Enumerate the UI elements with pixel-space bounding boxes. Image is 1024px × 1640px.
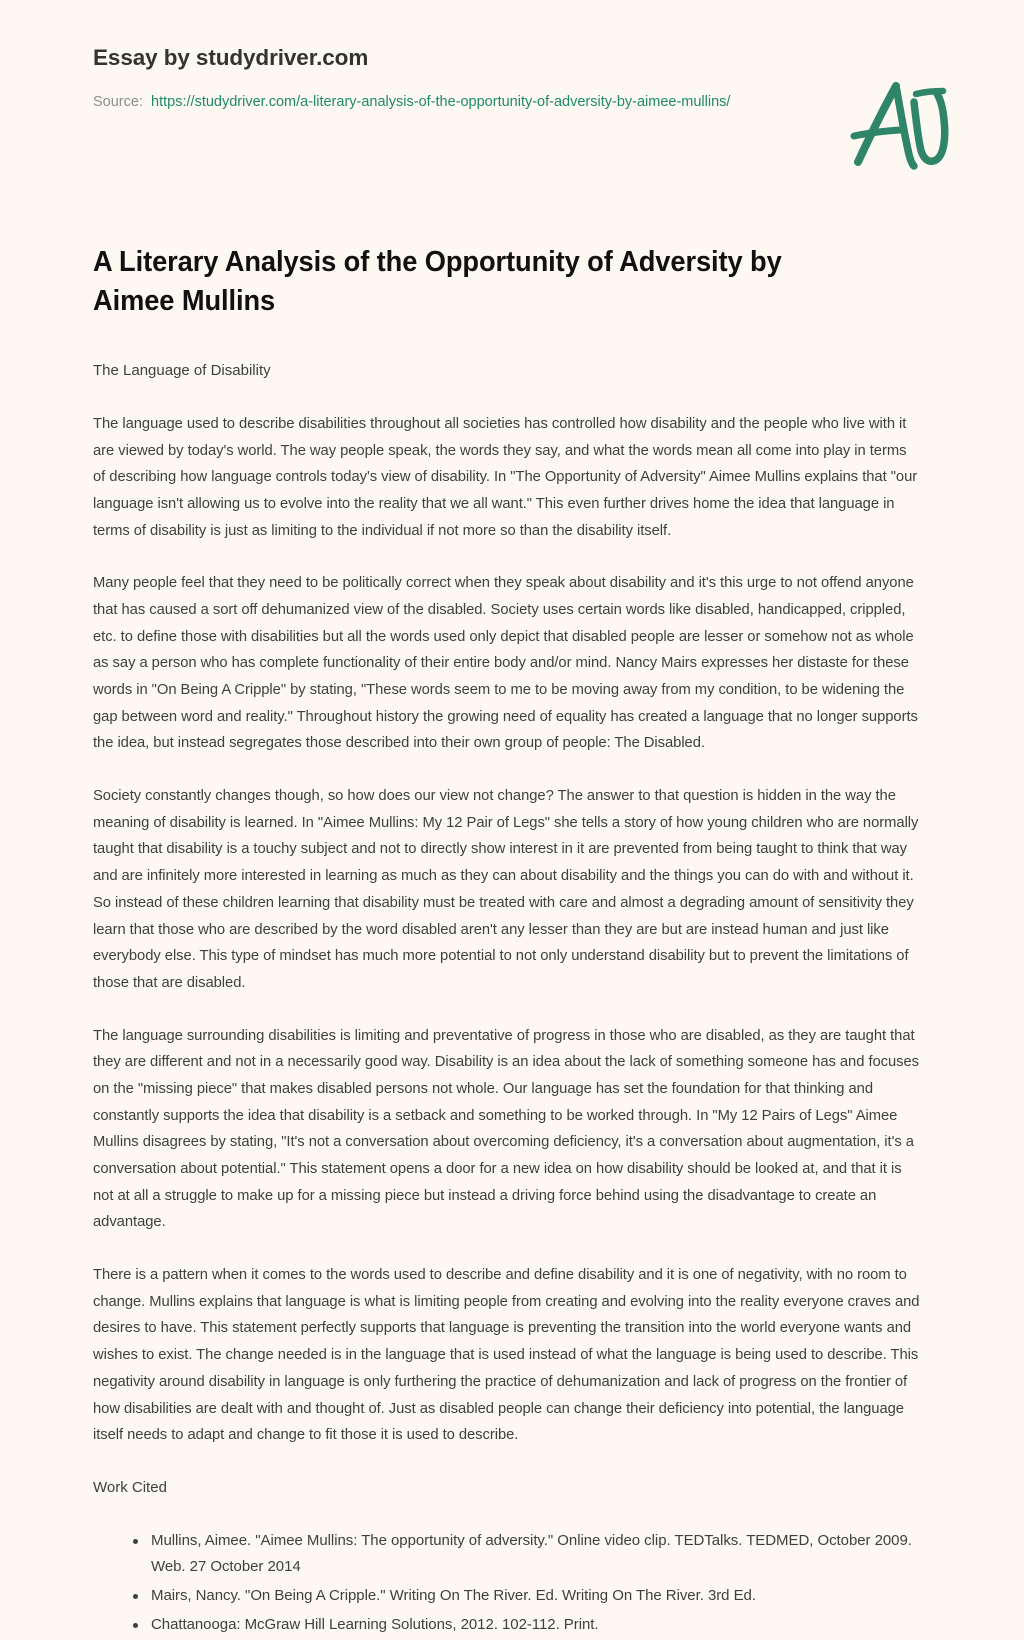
site-title: Essay by studydriver.com	[93, 45, 369, 70]
a-plus-icon	[844, 74, 954, 178]
list-item: Mairs, Nancy. "On Being A Cripple." Writing On The River. Ed. Writing On The River. 3rd Ed.	[131, 1583, 934, 1610]
studydriver-logo	[844, 74, 954, 178]
works-cited-heading: Work Cited	[93, 1478, 167, 1496]
source-url-link[interactable]: https://studydriver.com/a-literary-analysis-of-the-opportunity-of-adversity-by-aimee-mullins/	[151, 94, 731, 110]
list-item: Mullins, Aimee. "Aimee Mullins: The opportunity of adversity." Online video clip. TEDTalks. TEDMED, October 2009. Web. 27 October 2014	[131, 1528, 934, 1581]
paragraph-3: Society constantly changes though, so how does our view not change? The answer to that question is hidden in the way the meaning of disability is learned. In "Aimee Mullins: My 12 Pair of Legs" she tells a story of how young children who are normally taught that disability is a touchy subject and not to directly show interest in it are prevented from being taught to think that way and are infinitely more interested in learning as much as they can about disability and the things you can do with and without it. So instead of these children learning that disability must be treated with care and almost a degrading amount of sensitivity they learn that those who are described by the word disabled aren't any lesser than they are but are instead human and just like everybody else. This type of mindset has much more potential to not only understand disability but to prevent the limitations of those that are disabled.	[93, 787, 919, 991]
paragraph-1: The language used to describe disabilities throughout all societies has controlled how disability and the people who live with it are viewed by today's world. The way people speak, the words they say, and what the words mean all come into play in terms of describing how language controls today's view of disability. In "The Opportunity of Adversity" Aimee Mullins explains that "our language isn't allowing us to evolve into the reality that we all want." This even further drives home the idea that language in terms of disability is just as limiting to the individual if not more so than the disability itself.	[93, 414, 918, 539]
source-line	[93, 91, 793, 114]
article-body	[0, 243, 1024, 1640]
paragraph-4: The language surrounding disabilities is limiting and preventative of progress in those who are disabled, as they are taught that they are different and not in a necessarily good way. Disability is an idea about the lack of something someone has and focuses on the "missing piece" that makes disabled persons not whole. Our language has set the foundation for that thinking and constantly supports the idea that disability is a setback and something to be worked through. In "My 12 Pairs of Legs" Aimee Mullins disagrees by stating, "It's not a conversation about overcoming deficiency, it's a conversation about augmentation, it's a conversation about potential." This statement opens a door for a new idea on how disability should be looked at, and that it is not at all a struggle to make up for a missing piece but instead a driving force behind using the disadvantage to create an advantage.	[93, 1026, 920, 1231]
page-title: A Literary Analysis of the Opportunity of Adversity by Aimee Mullins	[93, 246, 782, 317]
paragraph-2: Many people feel that they need to be politically correct when they speak about disability and it's this urge to not offend anyone that has caused a sort off dehumanized view of the disabled. Society uses certain words like disabled, handicapped, crippled, etc. to define those with disabilities but all the words used only depict that disabled people are lesser or somehow not as whole as say a person who has complete functionality of their entire body and/or mind. Nancy Mairs expresses her distaste for these words in "On Being A Cripple" by stating, "These words seem to me to be moving away from my condition, to be widening the gap between word and reality." Throughout history the growing need of equality has created a language that no longer supports the idea, but instead segregates those described into their own group of people: The Disabled.	[93, 574, 918, 752]
list-item: Chattanooga: McGraw Hill Learning Solutions, 2012. 102-112. Print.	[131, 1612, 934, 1639]
paragraph-5: There is a pattern when it comes to the words used to describe and define disability and it is one of negativity, with no room to change. Mullins explains that language is what is limiting people from creating and evolving into the reality everyone craves and desires to have. This statement perfectly supports that language is preventing the transition into the world everyone wants and wishes to exist. The change needed is in the language that is used instead of what the language is being used to describe. This negativity around disability in language is only furthering the practice of dehumanization and lack of progress on the frontier of how disabilities are dealt with and thought of. Just as disabled people can change their deficiency into potential, the language itself needs to adapt and change to fit those it is used to describe.	[93, 1266, 920, 1444]
source-label: Source:	[93, 94, 143, 110]
works-cited-list	[93, 1528, 934, 1639]
article-subheading: The Language of Disability	[93, 362, 271, 380]
